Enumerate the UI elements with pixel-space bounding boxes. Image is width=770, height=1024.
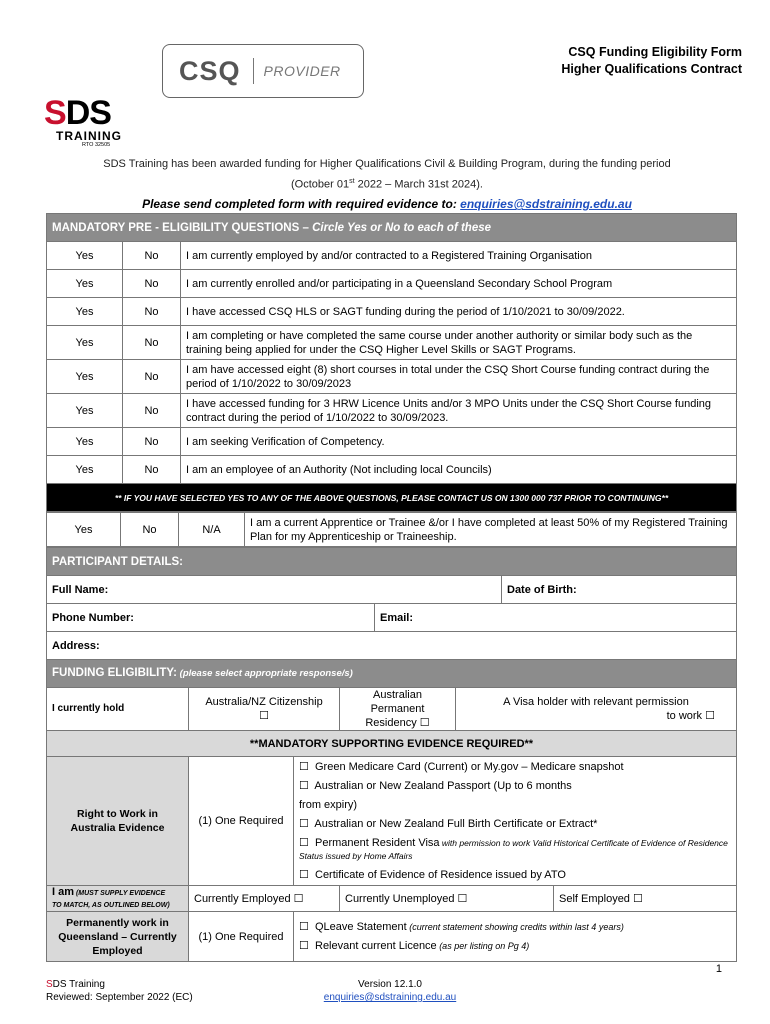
qleave-option[interactable]: ☐ QLeave Statement (current statement showing credits within last 4 years) xyxy=(299,920,624,933)
sds-logo-training: TRAINING xyxy=(56,129,122,143)
question-row xyxy=(47,242,737,270)
currently-hold-row xyxy=(47,688,737,731)
csq-provider-logo xyxy=(162,44,364,98)
checkbox-icon: ☐ xyxy=(299,837,309,849)
participant-header-text: PARTICIPANT DETAILS: xyxy=(47,548,737,576)
no-option[interactable]: No xyxy=(123,242,181,270)
perm-qld-label: Permanently work in Queensland – Currently Employed xyxy=(47,912,189,962)
name-row xyxy=(47,576,737,604)
rtw-medicare[interactable]: ☐ Green Medicare Card (Current) or My.gov – Medicare snapshot xyxy=(299,761,624,773)
mandatory-header: MANDATORY PRE - ELIGIBILITY QUESTIONS – Circle Yes or No to each of these xyxy=(47,214,737,242)
intro-line1: SDS Training has been awarded funding for Higher Qualifications Civil & Building Program, during the funding period xyxy=(103,158,671,170)
yes-option[interactable]: Yes xyxy=(47,394,123,428)
footer-left: SDS Training Reviewed: September 2022 (EC) xyxy=(46,979,193,1003)
rtw-passport[interactable]: ☐ Australian or New Zealand Passport (Up to 6 months xyxy=(299,780,572,792)
perm-options xyxy=(294,912,737,962)
yes-option[interactable]: Yes xyxy=(47,326,123,360)
participant-table xyxy=(46,547,737,660)
funding-table xyxy=(46,659,737,962)
email-field[interactable]: Email: xyxy=(375,604,737,632)
participant-header xyxy=(47,548,737,576)
question-text: I am seeking Verification of Competency. xyxy=(181,428,737,456)
question-text: I am an employee of an Authority (Not including local Councils) xyxy=(181,456,737,484)
csq-logo-text: CSQ xyxy=(179,55,241,86)
perm-one-required: (1) One Required xyxy=(189,912,294,962)
dob-field[interactable]: Date of Birth: xyxy=(502,576,737,604)
na-option[interactable]: N/A xyxy=(179,513,245,547)
employed-option[interactable]: Currently Employed ☐ xyxy=(189,886,340,912)
currently-hold-label: I currently hold xyxy=(47,688,189,731)
form-title-line1: CSQ Funding Eligibility Form xyxy=(568,45,742,59)
checkbox-icon: ☐ xyxy=(299,939,309,952)
sds-logo-rto: RTO 32505 xyxy=(82,142,111,148)
yes-option[interactable]: Yes xyxy=(47,270,123,298)
address-row xyxy=(47,632,737,660)
send-email-link[interactable]: enquiries@sdstraining.edu.au xyxy=(460,197,632,211)
checkbox-icon: ☐ xyxy=(299,780,309,792)
checkbox-icon: ☐ xyxy=(293,892,304,905)
checkbox-icon: ☐ xyxy=(457,892,468,905)
question-row xyxy=(47,394,737,428)
right-to-work-row xyxy=(47,757,737,886)
warning-row xyxy=(47,484,737,512)
licence-option[interactable]: ☐ Relevant current Licence (as per listing on Pg 4) xyxy=(299,939,530,952)
question-text: I am currently employed by and/or contracted to a Registered Training Organisation xyxy=(181,242,737,270)
question-row xyxy=(47,456,737,484)
footer-version: Version 12.1.0 xyxy=(358,979,422,990)
question-text: I have accessed CSQ HLS or SAGT funding during the period of 1/10/2021 to 30/09/2022. xyxy=(181,298,737,326)
question-text: I have accessed funding for 3 HRW Licence Units and/or 3 MPO Units under the CSQ Short Course funding contract during the period of 1/10/2022 to 30/09/2023. xyxy=(181,394,737,428)
full-name-field[interactable]: Full Name: xyxy=(47,576,502,604)
footer-email-link[interactable]: enquiries@sdstraining.edu.au xyxy=(323,992,457,1003)
yes-option[interactable]: Yes xyxy=(47,360,123,394)
rtw-cert-residence[interactable]: ☐ Certificate of Evidence of Residence issued by ATO xyxy=(299,869,566,881)
warning-text: ** IF YOU HAVE SELECTED YES TO ANY OF THE ABOVE QUESTIONS, PLEASE CONTACT US ON 1300 000 737 PRIOR TO CONTINUING** xyxy=(47,484,737,512)
question-row xyxy=(47,326,737,360)
apprentice-table xyxy=(46,512,737,547)
footer-reviewed: Reviewed: September 2022 (EC) xyxy=(46,992,193,1003)
yes-option[interactable]: Yes xyxy=(47,298,123,326)
question-text: I am completing or have completed the same course under another authority or similar body such as the training being applied for under the CSQ Higher Level Skills or SAGT Programs. xyxy=(181,326,737,360)
yes-option[interactable]: Yes xyxy=(47,242,123,270)
intro-line2: (October 01st 2022 – March 31st 2024). xyxy=(291,178,483,191)
rtw-options xyxy=(294,757,737,886)
logo-divider xyxy=(253,58,254,84)
unemployed-option[interactable]: Currently Unemployed ☐ xyxy=(340,886,554,912)
yes-option[interactable]: Yes xyxy=(47,513,121,547)
no-option[interactable]: No xyxy=(123,360,181,394)
no-option[interactable]: No xyxy=(123,298,181,326)
checkbox-icon: ☐ xyxy=(299,818,309,830)
phone-row xyxy=(47,604,737,632)
rtw-label: Right to Work in Australia Evidence xyxy=(47,757,189,886)
footer-center xyxy=(300,978,480,1004)
checkbox-icon[interactable]: ☐ xyxy=(705,710,715,722)
yes-option[interactable]: Yes xyxy=(47,428,123,456)
checkbox-icon: ☐ xyxy=(299,869,309,881)
rtw-birth-cert[interactable]: ☐ Australian or New Zealand Full Birth Certificate or Extract* xyxy=(299,818,598,830)
send-instructions xyxy=(44,197,730,211)
checkbox-icon[interactable]: ☐ xyxy=(259,710,269,722)
yes-option[interactable]: Yes xyxy=(47,456,123,484)
rtw-passport-cont: from expiry) xyxy=(299,799,358,811)
checkbox-icon: ☐ xyxy=(299,920,309,933)
visa-option[interactable]: A Visa holder with relevant permission to work ☐ xyxy=(456,688,737,731)
checkbox-icon[interactable]: ☐ xyxy=(419,717,430,729)
checkbox-icon: ☐ xyxy=(299,761,309,773)
no-option[interactable]: No xyxy=(123,394,181,428)
perm-qld-row xyxy=(47,912,737,962)
self-employed-option[interactable]: Self Employed ☐ xyxy=(554,886,737,912)
mandatory-evidence-row xyxy=(47,731,737,757)
mandatory-questions-table xyxy=(46,213,737,512)
csq-logo-sub: PROVIDER xyxy=(263,63,341,79)
question-row xyxy=(47,298,737,326)
no-option[interactable]: No xyxy=(121,513,179,547)
phone-field[interactable]: Phone Number: xyxy=(47,604,375,632)
send-text: Please send completed form with required evidence to: xyxy=(142,197,457,211)
residency-option[interactable]: Australian Permanent Residency ☐ xyxy=(340,688,456,731)
funding-header: FUNDING ELIGIBILITY: (please select appropriate response/s) xyxy=(47,660,737,688)
question-text: I am have accessed eight (8) short courses in total under the CSQ Short Course funding contract during the period of 1/10/2022 to 30/09/2023 xyxy=(181,360,737,394)
page-number: 1 xyxy=(715,963,722,975)
checkbox-icon: ☐ xyxy=(633,892,643,905)
no-option[interactable]: No xyxy=(123,456,181,484)
apprentice-question: I am a current Apprentice or Trainee &/or I have completed at least 50% of my Registered Training Plan for my Apprenticeship or Traineeship. xyxy=(245,513,737,547)
question-row xyxy=(47,360,737,394)
form-title xyxy=(561,44,742,78)
no-option[interactable]: No xyxy=(123,270,181,298)
question-row xyxy=(47,270,737,298)
citizenship-option[interactable]: Australia/NZ Citizenship ☐ xyxy=(189,688,340,731)
apprentice-row xyxy=(47,513,737,547)
i-am-row xyxy=(47,886,737,912)
no-option[interactable]: No xyxy=(123,326,181,360)
address-field[interactable]: Address: xyxy=(47,632,737,660)
question-text: I am currently enrolled and/or participating in a Queensland Secondary School Program xyxy=(181,270,737,298)
i-am-label: I am (MUST SUPPLY EVIDENCE TO MATCH, AS OUTLINED BELOW) xyxy=(47,886,189,912)
sds-logo-text: SDS xyxy=(44,94,111,132)
mandatory-evidence-text: **MANDATORY SUPPORTING EVIDENCE REQUIRED** xyxy=(47,731,737,757)
question-row xyxy=(47,428,737,456)
sds-training-logo xyxy=(44,96,156,160)
no-option[interactable]: No xyxy=(123,428,181,456)
rtw-one-required: (1) One Required xyxy=(189,757,294,886)
form-title-line2: Higher Qualifications Contract xyxy=(561,62,742,76)
rtw-pr-visa[interactable]: ☐ Permanent Resident Visa with permission to work Valid Historical Certificate of Evidence of Residence Status issued by Home Affairs xyxy=(299,837,728,861)
